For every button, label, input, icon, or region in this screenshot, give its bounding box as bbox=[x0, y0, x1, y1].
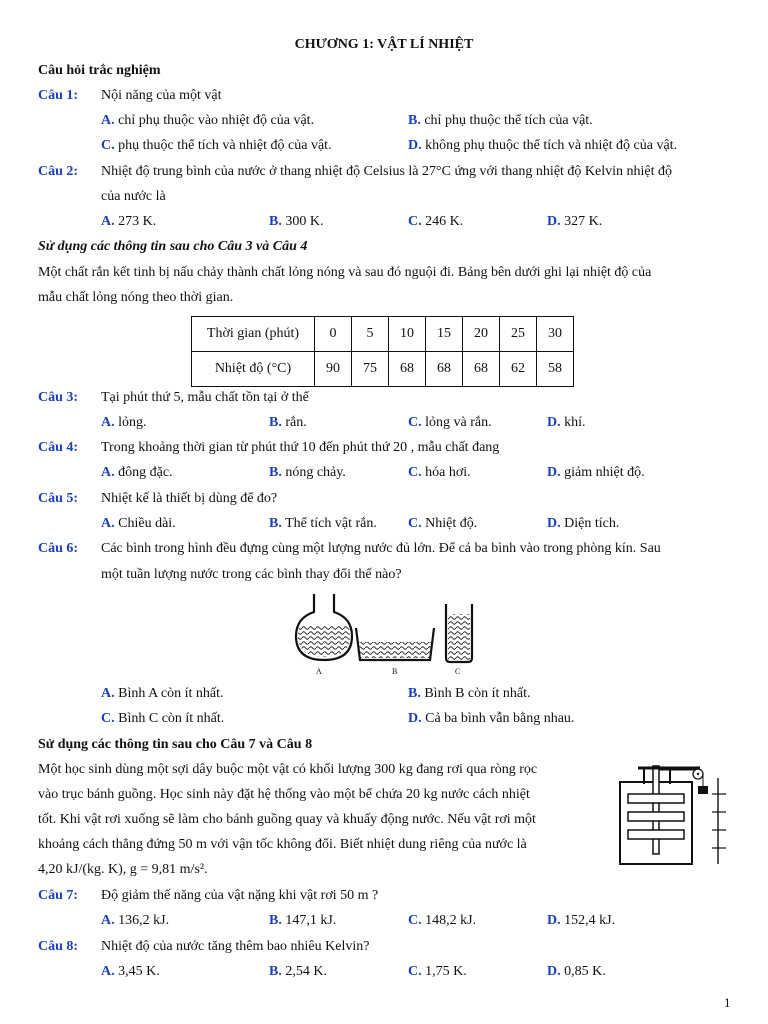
question-text-cont: của nước là bbox=[101, 189, 166, 204]
option-c bbox=[408, 515, 477, 533]
option-text: phụ thuộc thể tích và nhiệt độ của vật. bbox=[118, 138, 332, 153]
table-cell: 15 bbox=[426, 317, 463, 352]
table-cell: 62 bbox=[500, 352, 537, 387]
option-key: A. bbox=[101, 113, 115, 128]
question-label: Câu 4: bbox=[38, 440, 79, 455]
option-c bbox=[408, 912, 476, 930]
option-text: 152,4 kJ. bbox=[564, 913, 616, 928]
option-a bbox=[101, 464, 173, 482]
option-key: C. bbox=[101, 711, 115, 726]
option-text: 148,2 kJ. bbox=[425, 913, 477, 928]
chapter-title: CHƯƠNG 1: VẬT LÍ NHIỆT bbox=[294, 37, 474, 52]
option-text: Chiều dài. bbox=[118, 516, 176, 531]
option-key: C. bbox=[408, 415, 422, 430]
option-d bbox=[547, 213, 602, 231]
option-key: B. bbox=[269, 415, 282, 430]
option-key: D. bbox=[547, 913, 561, 928]
option-text: Nhiệt độ. bbox=[425, 516, 478, 531]
question-text: Nhiệt kế là thiết bị dùng để đo? bbox=[101, 491, 278, 506]
option-key: C. bbox=[408, 964, 422, 979]
option-text: 2,54 K. bbox=[285, 964, 327, 979]
table-cell: 68 bbox=[463, 352, 500, 387]
table-cell: 25 bbox=[500, 317, 537, 352]
question-text: Nhiệt độ trung bình của nước ở thang nhiệt độ Celsius là 27°C ứng với thang nhiệt độ Kelvin nhiệt độ bbox=[101, 164, 673, 179]
option-a bbox=[101, 912, 169, 930]
option-key: A. bbox=[101, 214, 115, 229]
option-key: D. bbox=[547, 415, 561, 430]
question-label: Câu 1: bbox=[38, 88, 79, 103]
option-text: 3,45 K. bbox=[118, 964, 160, 979]
option-key: B. bbox=[269, 964, 282, 979]
table-cell: 58 bbox=[537, 352, 574, 387]
context-text: vào trục bánh guồng. Học sinh này đặt hệ thống vào một bể chứa 20 kg nước cách nhiệt bbox=[38, 787, 530, 802]
option-key: B. bbox=[269, 913, 282, 928]
option-key: D. bbox=[408, 711, 422, 726]
question-label: Câu 7: bbox=[38, 888, 79, 903]
option-key: D. bbox=[408, 138, 422, 153]
option-text: chỉ phụ thuộc vào nhiệt độ của vật. bbox=[118, 113, 315, 128]
option-key: B. bbox=[269, 465, 282, 480]
table-cell: 10 bbox=[389, 317, 426, 352]
option-text: Diện tích. bbox=[564, 516, 620, 531]
option-d bbox=[547, 414, 586, 432]
option-text: 136,2 kJ. bbox=[118, 913, 170, 928]
option-d bbox=[408, 710, 574, 728]
table-cell: 68 bbox=[389, 352, 426, 387]
question-text: Các bình trong hình đều đựng cùng một lượng nước đủ lớn. Để cả ba bình vào trong phòng kín. Sau bbox=[101, 541, 661, 556]
option-a bbox=[101, 414, 147, 432]
option-text: 246 K. bbox=[425, 214, 464, 229]
tube-c bbox=[446, 604, 472, 662]
question-text: Nhiệt độ của nước tăng thêm bao nhiêu Kelvin? bbox=[101, 939, 370, 954]
context-heading: Sử dụng các thông tin sau cho Câu 7 và Câu 8 bbox=[38, 737, 313, 752]
data-table bbox=[191, 316, 574, 387]
figure-label-a: A bbox=[316, 667, 322, 676]
option-text: lỏng và rắn. bbox=[425, 415, 492, 430]
option-b bbox=[269, 912, 336, 930]
section-heading-mc: Câu hỏi trắc nghiệm bbox=[38, 63, 161, 78]
table-header-cell: Thời gian (phút) bbox=[192, 317, 315, 352]
option-text: 1,75 K. bbox=[425, 964, 467, 979]
option-key: B. bbox=[408, 686, 421, 701]
option-b bbox=[269, 464, 346, 482]
option-b bbox=[408, 112, 593, 130]
table-cell: 0 bbox=[315, 317, 352, 352]
option-d bbox=[547, 963, 606, 981]
joule-apparatus-figure bbox=[614, 760, 742, 868]
figure-label-c: C bbox=[455, 667, 461, 676]
table-cell: 75 bbox=[352, 352, 389, 387]
question-text: Trong khoảng thời gian từ phút thứ 10 đến phút thứ 20 , mẫu chất đang bbox=[101, 440, 500, 455]
option-d bbox=[547, 464, 645, 482]
option-c bbox=[101, 710, 224, 728]
page-number: 1 bbox=[724, 995, 731, 1010]
question-label: Câu 8: bbox=[38, 939, 79, 954]
flask-a bbox=[296, 594, 352, 660]
option-text: 300 K. bbox=[285, 214, 324, 229]
option-text: Cả ba bình vẫn bằng nhau. bbox=[425, 711, 575, 726]
option-b bbox=[269, 515, 377, 533]
option-d bbox=[547, 912, 615, 930]
context-text: 4,20 kJ/(kg. K), g = 9,81 m/s². bbox=[38, 862, 208, 877]
option-key: C. bbox=[408, 214, 422, 229]
context-text: Một chất rắn kết tinh bị nấu chảy thành chất lỏng nóng và sau đó nguội đi. Bảng bên dưới ghi lại nhiệt độ của bbox=[38, 265, 652, 280]
table-cell: 90 bbox=[315, 352, 352, 387]
option-text: 147,1 kJ. bbox=[285, 913, 337, 928]
question-label: Câu 6: bbox=[38, 541, 79, 556]
question-label: Câu 5: bbox=[38, 491, 79, 506]
option-a bbox=[101, 213, 156, 231]
basin-b bbox=[356, 628, 434, 660]
context-text: Một học sinh dùng một sợi dây buộc một vật có khối lượng 300 kg đang rơi qua ròng rọc bbox=[38, 762, 538, 777]
option-c bbox=[101, 137, 332, 155]
option-text: chỉ phụ thuộc thể tích của vật. bbox=[424, 113, 593, 128]
context-text: tốt. Khi vật rơi xuống sẽ làm cho bánh guồng quay và khuấy động nước. Nếu vật rơi một bbox=[38, 812, 536, 827]
option-key: A. bbox=[101, 415, 115, 430]
option-key: A. bbox=[101, 686, 115, 701]
option-d bbox=[547, 515, 619, 533]
option-key: A. bbox=[101, 465, 115, 480]
question-label: Câu 2: bbox=[38, 164, 79, 179]
table-row bbox=[192, 317, 574, 352]
option-text: Thể tích vật rắn. bbox=[285, 516, 377, 531]
option-c bbox=[408, 414, 492, 432]
table-cell: 68 bbox=[426, 352, 463, 387]
option-key: D. bbox=[547, 516, 561, 531]
option-c bbox=[408, 963, 467, 981]
option-a bbox=[101, 685, 224, 703]
option-text: hóa hơi. bbox=[425, 465, 471, 480]
question-text: Nội năng của một vật bbox=[101, 88, 222, 103]
question-text: Tại phút thứ 5, mẫu chất tồn tại ở thể bbox=[101, 390, 309, 405]
option-c bbox=[408, 464, 471, 482]
table-cell: 5 bbox=[352, 317, 389, 352]
table-row bbox=[192, 352, 574, 387]
option-text: đông đặc. bbox=[118, 465, 173, 480]
option-key: D. bbox=[547, 465, 561, 480]
table-header-cell: Nhiệt độ (°C) bbox=[192, 352, 315, 387]
option-key: B. bbox=[269, 214, 282, 229]
option-text: 273 K. bbox=[118, 214, 157, 229]
option-b bbox=[269, 963, 327, 981]
option-a bbox=[101, 963, 160, 981]
option-key: A. bbox=[101, 913, 115, 928]
option-text: 327 K. bbox=[564, 214, 603, 229]
question-text-cont: một tuần lượng nước trong các bình thay đổi thế nào? bbox=[101, 567, 402, 582]
option-text: khí. bbox=[564, 415, 586, 430]
option-b bbox=[269, 213, 323, 231]
option-key: D. bbox=[547, 214, 561, 229]
option-text: Bình B còn ít nhất. bbox=[424, 686, 531, 701]
option-a bbox=[101, 515, 176, 533]
option-a bbox=[101, 112, 314, 130]
option-text: Bình A còn ít nhất. bbox=[118, 686, 224, 701]
option-key: A. bbox=[101, 516, 115, 531]
question-label: Câu 3: bbox=[38, 390, 79, 405]
option-b bbox=[408, 685, 531, 703]
option-key: B. bbox=[269, 516, 282, 531]
context-heading: Sử dụng các thông tin sau cho Câu 3 và Câu 4 bbox=[38, 239, 308, 254]
option-key: C. bbox=[408, 465, 422, 480]
option-text: 0,85 K. bbox=[564, 964, 606, 979]
option-c bbox=[408, 213, 463, 231]
option-key: C. bbox=[408, 516, 422, 531]
context-text: khoảng cách thẳng đứng 50 m với vận tốc không đổi. Biết nhiệt dung riêng của nước là bbox=[38, 837, 527, 852]
option-text: rắn. bbox=[285, 415, 307, 430]
option-text: không phụ thuộc thể tích và nhiệt độ của vật. bbox=[425, 138, 678, 153]
question-text: Độ giảm thế năng của vật nặng khi vật rơi 50 m ? bbox=[101, 888, 379, 903]
option-key: D. bbox=[547, 964, 561, 979]
option-b bbox=[269, 414, 307, 432]
option-key: C. bbox=[408, 913, 422, 928]
option-d bbox=[408, 137, 677, 155]
option-key: A. bbox=[101, 964, 115, 979]
figure-label-b: B bbox=[392, 667, 398, 676]
option-text: Bình C còn ít nhất. bbox=[118, 711, 225, 726]
table-cell: 20 bbox=[463, 317, 500, 352]
option-text: nóng chảy. bbox=[285, 465, 346, 480]
context-text: mẫu chất lỏng nóng theo thời gian. bbox=[38, 290, 234, 305]
option-text: giảm nhiệt độ. bbox=[564, 465, 645, 480]
option-key: B. bbox=[408, 113, 421, 128]
table-cell: 30 bbox=[537, 317, 574, 352]
option-text: lỏng. bbox=[118, 415, 147, 430]
option-key: C. bbox=[101, 138, 115, 153]
